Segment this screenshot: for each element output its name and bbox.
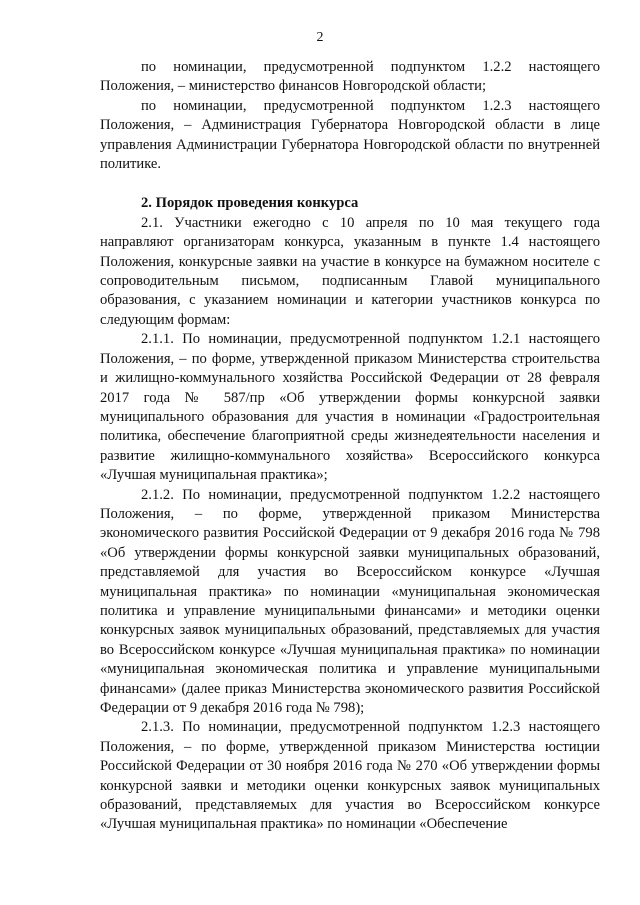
paragraph-2-1-2: 2.1.2. По номинации, предусмотренной подпунктом 1.2.2 настоящего Положения, – по форме, утвержденной приказом Министерства экономического развития Российской Федерации от 9 декабря 2016 года № 798 «Об утверждении формы конкурсной заявки муниципальных образований, представляемой для участия во Всероссийском конкурсе «Лучшая муниципальная практика» по номинации «муниципальная экономическая политика и управление муниципальными финансами» и методики оценки конкурсных заявок муниципальных образований, представляемых для участия во Всероссийском конкурсе «Лучшая муниципальная практика» по номинации «муниципальная экономическая политика и управление муниципальными финансами» (далее приказ Министерства экономического развития Российской Федерации от 9 декабря 2016 года № 798); [100, 486, 600, 716]
page-number: 2 [316, 30, 324, 45]
section-heading: 2. Порядок проведения конкурса [141, 195, 359, 212]
paragraph-nomination-1-2-3: по номинации, предусмотренной подпунктом 1.2.3 настоящего Положения, – Администрация Губернатора Новгородской области в лице управления Администрации Губернатора Новгородской области по внутренней политике. [100, 97, 600, 173]
paragraph-2-1-1: 2.1.1. По номинации, предусмотренной подпунктом 1.2.1 настоящего Положения, – по форме, утвержденной приказом Министерства строительства и жилищно-коммунального хозяйства Российской Федерации от 28 февраля 2017 года № 587/пр «Об утверждении формы конкурсной заявки муниципального образования для участия в номинации «Градостроительная политика, обеспечение благоприятной среды жизнедеятельности населения и развитие жилищно-коммунального хозяйства» Всероссийского конкурса «Лучшая муниципальная практика»; [100, 331, 600, 484]
paragraph-2-1: 2.1. Участники ежегодно с 10 апреля по 10 мая текущего года направляют организаторам конкурса, указанным в пункте 1.4 настоящего Положения, конкурсные заявки на участие в конкурсе на бумажном носителе с сопроводительным письмом, подписанным Главой муниципального образования, с указанием номинации и категории участников конкурса по следующим формам: [100, 214, 600, 328]
paragraph-2-1-3: 2.1.3. По номинации, предусмотренной подпунктом 1.2.3 настоящего Положения, – по форме, утвержденной приказом Министерства юстиции Российской Федерации от 30 ноября 2016 года № 270 «Об утверждении формы конкурсной заявки и методики оценки конкурсных заявок муниципальных образований, представляемых для участия во Всероссийском конкурсе «Лучшая муниципальная практика» по номинации «Обеспечение [100, 719, 600, 833]
paragraph-nomination-1-2-2: по номинации, предусмотренной подпунктом 1.2.2 настоящего Положения, – министерство финансов Новгородской области; [100, 59, 600, 95]
document-body [100, 58, 600, 835]
